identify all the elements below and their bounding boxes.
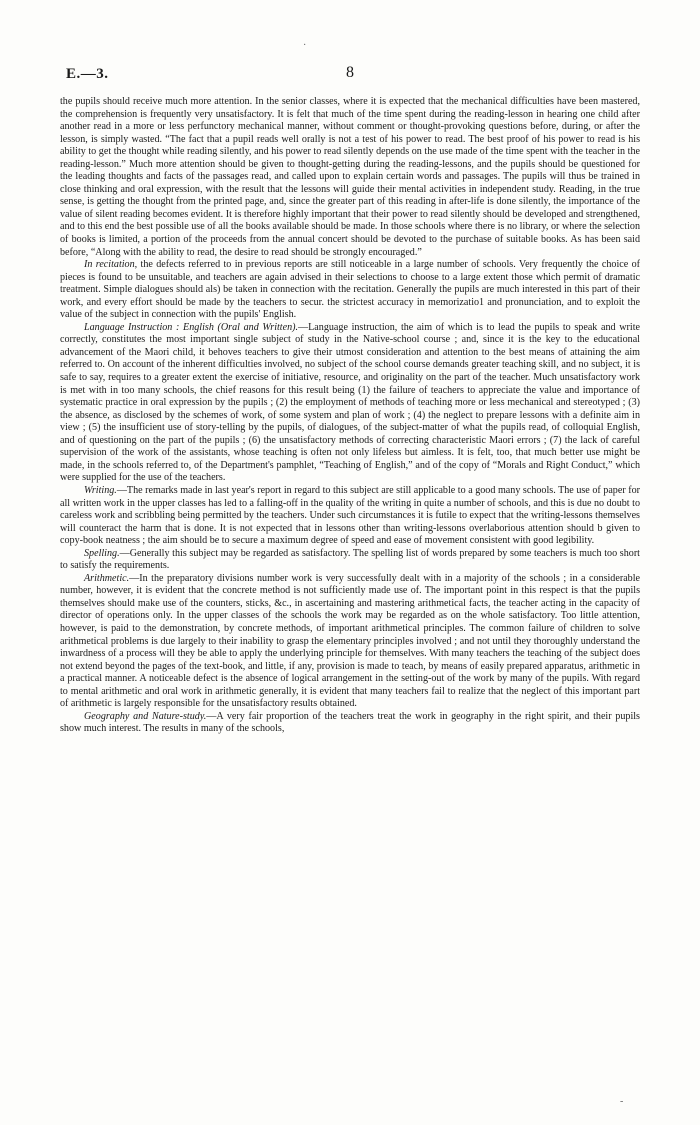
paragraph-writing	[60, 485, 640, 548]
body-text	[60, 96, 640, 736]
paragraph-spelling	[60, 548, 640, 573]
scan-mark: ·	[303, 40, 307, 51]
paragraph-lead: In recitation,	[84, 259, 138, 271]
paragraph-language-instruction	[60, 322, 640, 485]
paragraph-lead: Arithmetic.	[84, 572, 130, 584]
paragraph-text: —A very fair proportion of the teachers treat the work in geography in the right spirit, and their pupils show much interest. The results in many of the schools,	[60, 710, 640, 735]
paragraph-text: the pupils should receive much more attention. In the senior classes, where it is expected that the mechanical difficulties have been mastered, the comprehension is frequently very unsatisfactory. It is felt that much of the time spent during the reading-lesson in hearing one child after another read in a more or less perfunctory mechanical manner, without comment or thought-provoking questions before, during, or after the lesson, is simply wasted. “The fact that a pupil reads well orally is not a test of his power to read. The best proof of his power to read is his ability to get the thought while reading silently, and his power to read silently depends on the use made of the time spent with the teacher in the reading-lesson.” Much more attention should be given to thought-getting during the reading-lessons, and the pupils should be questioned for the leading thoughts and facts of the passages read, and called upon to explain certain words and passages. The pupils will thus be trained in close thinking and oral expression, with the result that the lessons will guide their mental activities in independent study. Reading, in the true sense, is getting the thought from the printed page, and, since the greater part of this reading in after-life is done silently, the importance of the value of silent reading becomes evident. It is therefore highly important that their power to read silently should be developed and strengthened, and to this end the best possible use of all the books available should be made. In those schools where there is no library, or where the selection of books is limited, a portion of the proceeds from the annual concert should be devoted to the purchase of suitable books. As has been said before, “Along with the ability to read, the desire to read should be strongly encouraged.”	[60, 96, 640, 258]
page-number: 8	[346, 64, 354, 81]
paragraph-reading	[60, 96, 640, 259]
document-code: E.—3.	[66, 66, 109, 82]
paragraph-text: —Language instruction, the aim of which is to lead the pupils to speak and write correctly, constitutes the most important single subject of study in the Native-school course ; and, since it is the key to the educational advancement of the Maori child, it behoves teachers to give their utmost consideration and attention to the best means of attaining the aim referred to. On account of the inherent difficulties involved, no subject of the school course demands greater teaching skill, and no subject, it is safe to say, requires to a greater extent the exercise of initiative, resource, and originality on the part of the teacher. Much unsatisfactory work is met with in too many schools, the chief reasons for this result being (1) the failure of teachers to appreciate the value and importance of systematic practice in oral expression by the pupils ; (2) the employment of methods of teaching more or less mechanical and stereotyped ; (3) the absence, as disclosed by the schemes of work, of some system and plan of work ; (4) the neglect to prepare lessons with a definite aim in view ; (5) the insufficient use of story-telling by the pupils, of dialogues, of the subject-matter of what the pupils read, of colloquial English, and of questioning on the part of the pupils ; (6) the unsatisfactory methods of correcting characteristic Maori errors ; (7) the lack of careful supervision of the work of the assistants, whose teaching is often not only lifeless but aimless. It is felt, too, that much better use might be made, in the schools referred to, of the Department's pamphlet, “Teaching of English,” and of the copy of “Morals and Right Conduct,” which were supplied for the use of the teachers.	[60, 321, 640, 484]
paragraph-lead: Language Instruction : English (Oral and Written).	[84, 321, 299, 333]
paragraph-lead: Spelling.	[84, 547, 120, 559]
paragraph-text: —The remarks made in last year's report in regard to this subject are still applicable to a good many schools. The use of paper for all written work in the upper classes has led to a falling-off in the quality of the writing in quite a number of schools, and this is due no doubt to careless work and scribbling being permitted by the teachers. Under such circumstances it is futile to expect that the writing-lessons themselves will counteract the harm that is done. It is not expected that in lessons other than writing-lessons overlaborious attention should b given to copy-book neatness ; the aim should be to secure a maximum degree of speed and ease of movement consistent with good legibility.	[60, 484, 640, 547]
paragraph-text: the defects referred to in previous reports are still noticeable in a large number of schools. Very frequently the choice of pieces is found to be unsuitable, and teachers are again advised in their selections to choose to a large extent those which permit of dramatic treatment. Simple dialogues should als) be taken in connection with the recitation. Generally the pupils are much interested in this part of their work, and every effort should be made by the teachers to secur. the strictest accuracy in memorizatio1 and pronunciation, and to exploit the value of the subject in connection with the pupils' English.	[60, 259, 640, 321]
paragraph-text: —Generally this subject may be regarded as satisfactory. The spelling list of words prepared by some teachers is much too short to satisfy the requirements.	[60, 547, 640, 572]
paragraph-geography	[60, 711, 640, 736]
paragraph-text: —In the preparatory divisions number work is very successfully dealt with in a majority of the schools ; in a considerable number, however, it is evident that the concrete method is not sufficiently made use of. The important point in this respect is that the pupils themselves should make use of the counters, sticks, &c., in ascertaining and mastering arithmetical facts, the teacher acting in the capacity of director of operations only. In the upper classes of the schools the work may be regarded as on the whole satisfactory. Too little attention, however, is paid to the demonstration, by concrete methods, of important arithmetical principles. The common failure of children to solve arithmetical problems is due largely to their inability to grasp the elementary principles involved ; and not until they thoroughly understand the inwardness of a process will they be able to apply the underlying principle for themselves. With many teachers the teaching of the subject does not extend beyond the pages of the text-book, and little, if any, provision is made to teach, by means of easily prepared apparatus, arithmetic in a practical manner. A noticeable defect is the absence of logical arrangement in the setting-out of the work by many of the pupils. With regard to mental arithmetic and oral work in arithmetic generally, it is evident that many teachers fail to realize that the neglect of this important part of arithmetic is largely responsible for the unsatisfactory results obtained.	[60, 572, 640, 710]
paragraph-lead: Writing.	[84, 484, 117, 496]
scan-mark: -	[620, 1096, 624, 1107]
paragraph-arithmetic	[60, 573, 640, 711]
paragraph-lead: Geography and Nature-study.	[84, 710, 207, 722]
paragraph-recitation	[60, 259, 640, 322]
